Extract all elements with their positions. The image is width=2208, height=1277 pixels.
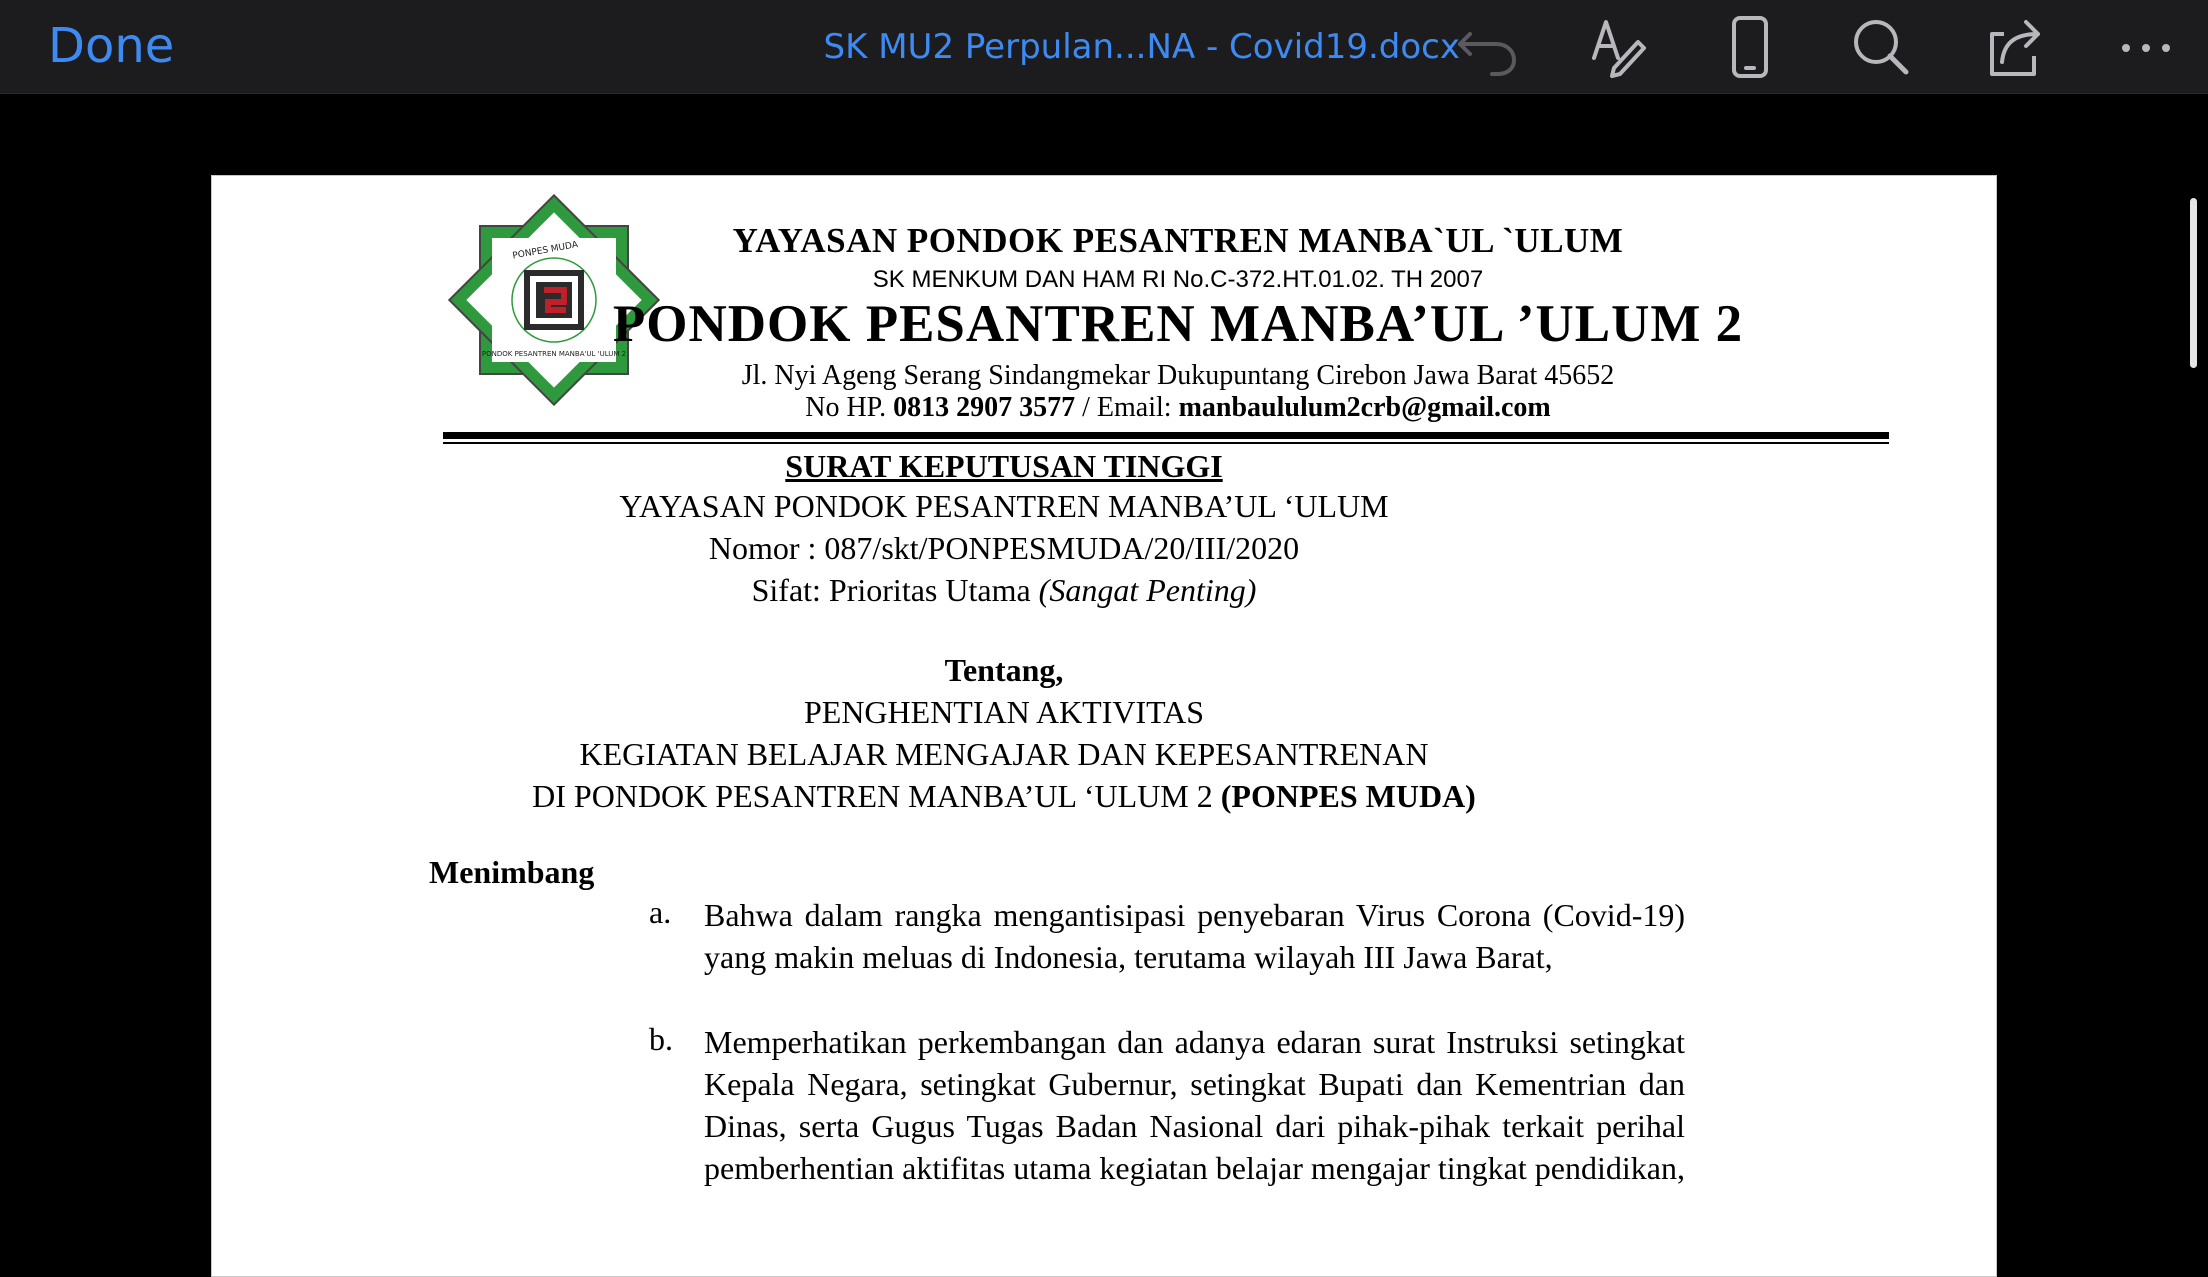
share-icon[interactable]: [1978, 12, 2050, 80]
considering-heading: Menimbang: [429, 854, 595, 890]
list-item-letter: b.: [649, 1021, 673, 1057]
email-address: manbaululum2crb@gmail.com: [1178, 392, 1551, 423]
subject-line-2: KEGIATAN BELAJAR MENGAJAR DAN KEPESANTRENAN: [579, 736, 1429, 772]
decree-nature: [212, 572, 1796, 609]
markup-icon[interactable]: [1580, 12, 1652, 80]
contact-line: [598, 392, 1758, 424]
header-rule-thin: [443, 442, 1889, 444]
subject-line-3-text: DI PONDOK PESANTREN MANBA’UL ‘ULUM 2: [532, 778, 1221, 814]
done-button[interactable]: Done: [48, 18, 175, 74]
svg-text:PONPES MUDA: PONPES MUDA: [511, 240, 579, 262]
foundation-name: YAYASAN PONDOK PESANTREN MANBA`UL `ULUM: [732, 221, 1624, 260]
vertical-scrollbar[interactable]: [2190, 198, 2197, 368]
document-title[interactable]: SK MU2 Perpulan...NA - Covid19.docx: [823, 27, 1460, 67]
nature-note: (Sangat Penting): [1038, 572, 1257, 608]
list-item-letter: a.: [649, 894, 672, 930]
top-toolbar: [0, 0, 2208, 94]
more-icon[interactable]: [2110, 12, 2182, 80]
decree-number: Nomor : 087/skt/PONPESMUDA/20/III/2020: [708, 530, 1300, 566]
svg-text:PONDOK PESANTREN MANBA'UL 'ULU: PONDOK PESANTREN MANBA'UL 'ULUM 2: [481, 350, 627, 358]
contact-prefix: No HP.: [805, 392, 894, 423]
list-item-text: Bahwa dalam rangka mengantisipasi penyebaran Virus Corona (Covid-19) yang makin meluas di Indonesia, terutama wilayah III Jawa Barat,: [704, 897, 1685, 975]
decree-reference: SK MENKUM DAN HAM RI No.C-372.HT.01.02. TH 2007: [872, 266, 1484, 293]
institution-address: Jl. Nyi Ageng Serang Sindangmekar Dukupuntang Cirebon Jawa Barat 45652: [741, 360, 1615, 391]
decree-heading: SURAT KEPUTUSAN TINGGI: [785, 448, 1223, 484]
phone-view-icon[interactable]: [1714, 12, 1786, 80]
subject-line-3: [212, 778, 1796, 815]
email-prefix: / Email:: [1075, 392, 1179, 423]
decree-issuer: YAYASAN PONDOK PESANTREN MANBA’UL ‘ULUM: [619, 488, 1389, 524]
document-page: [211, 175, 1997, 1277]
phone-number: 0813 2907 3577: [893, 392, 1076, 423]
nature-label: Sifat: Prioritas Utama: [751, 572, 1039, 608]
subject-line-3-bold: (PONPES MUDA): [1220, 778, 1476, 814]
header-rule-thick: [443, 432, 1889, 439]
search-icon[interactable]: [1844, 12, 1916, 80]
institution-name: PONDOK PESANTREN MANBA’UL ’ULUM 2: [612, 295, 1744, 353]
list-item-text: Memperhatikan perkembangan dan adanya edaran surat Instruksi setingkat Kepala Negara, setingkat Gubernur, setingkat Bupati dan Kementrian dan Dinas, serta Gugus Tugas Badan Nasional dari pihak-pihak terkait perihal pemberhentian aktifitas utama kegiatan belajar mengajar tingkat pendidikan,: [704, 1024, 1685, 1186]
subject-about: Tentang,: [944, 652, 1064, 688]
undo-icon[interactable]: [1452, 12, 1524, 80]
subject-line-1: PENGHENTIAN AKTIVITAS: [803, 694, 1205, 730]
